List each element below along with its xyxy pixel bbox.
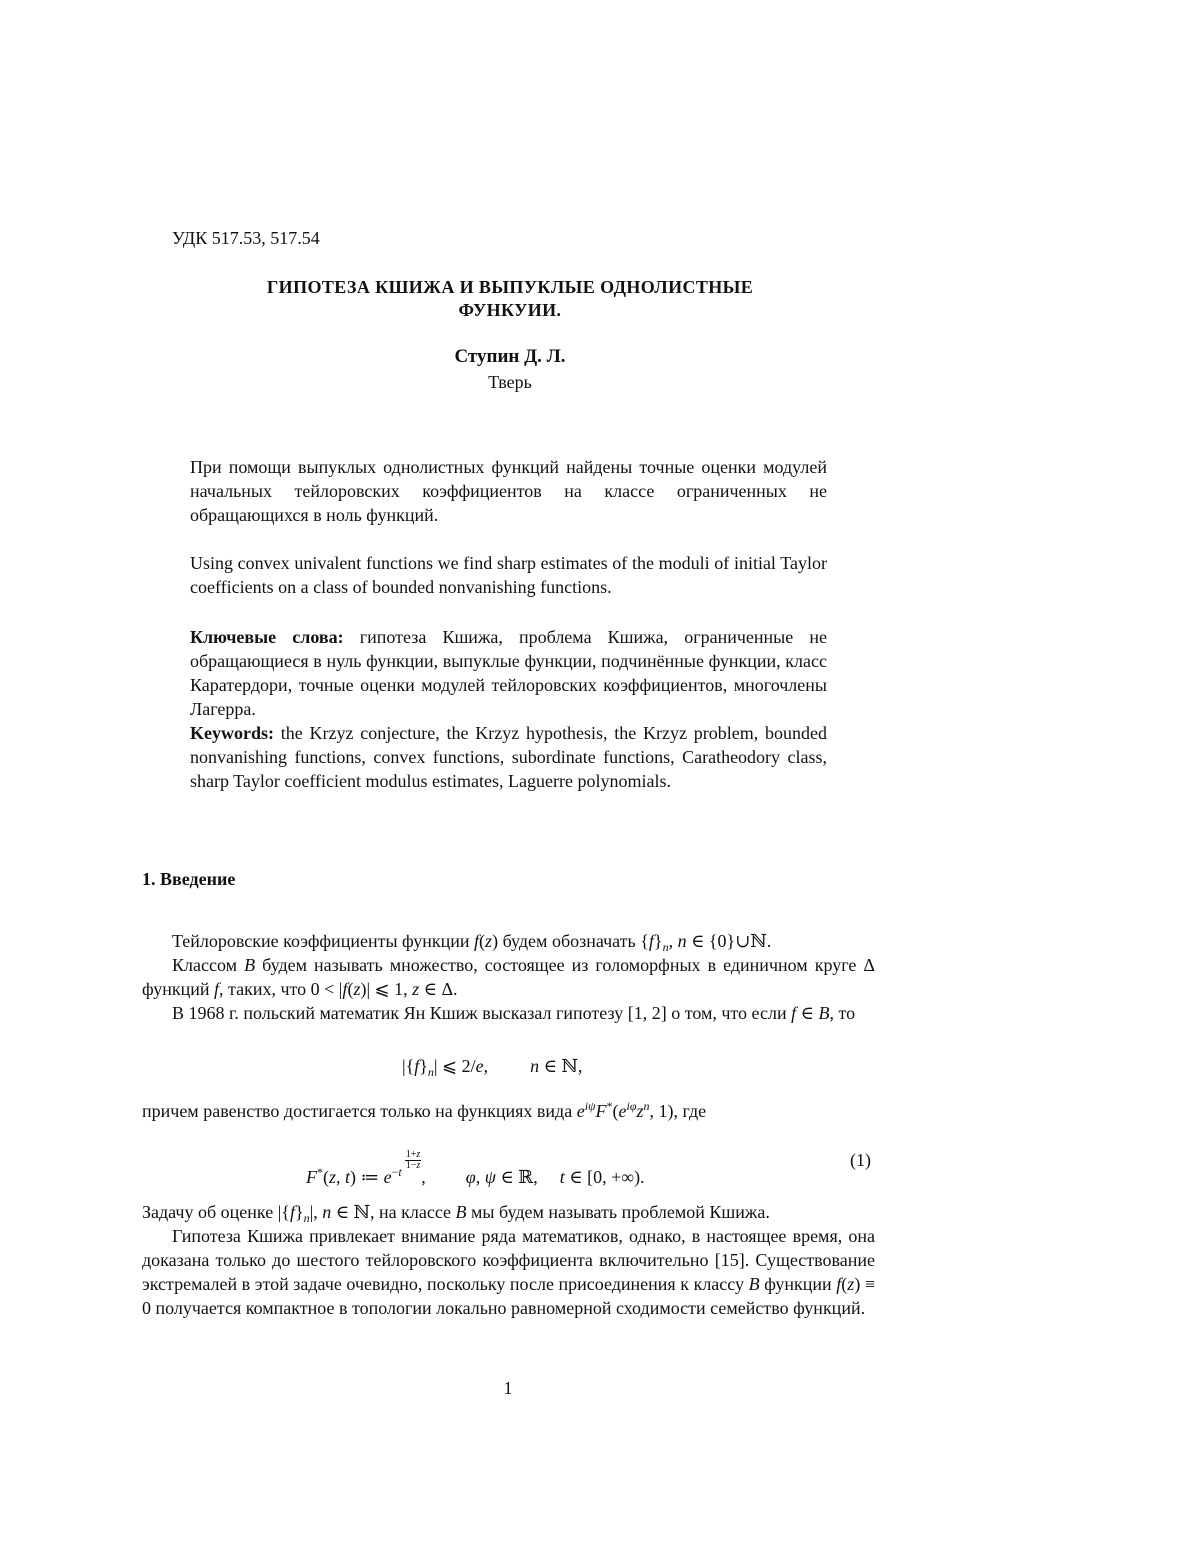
keywords-block [190,625,827,793]
paragraph-2: Классом B будем называть множество, состоящее из голоморфных в единичном круге Δ функций f, таких, что 0 < |f(z)| ⩽ 1, z ∈ Δ. [142,955,875,999]
keywords-ru-label: Ключевые слова: [190,627,344,647]
paragraph-6: Гипотеза Кшижа привлекает внимание ряда математиков, однако, в настоящее время, она доказана только до шестого тейлоровского коэффициента включительно [15]. Существование экстремалей в этой задаче очевидно, поскольку после присоединения к классу B функции f(z) ≡ 0 получается компактное в топологии локально равномерной сходимости семейство функций. [142,1226,876,1318]
keywords-en [190,721,827,793]
keywords-ru [190,625,827,721]
paper-title [160,276,860,322]
paragraph-4: причем равенство достигается только на функциях вида $e^{i\psi}F^*(e^{i\varphi}z^n$, 1), где [142,1099,707,1121]
keywords-en-label: Keywords: [190,723,274,743]
abstract-russian [190,455,827,527]
keywords-ru-text: гипотеза Кшижа, проблема Кшижа, ограниченные не обращающиеся в нуль функции, выпуклые функции, подчинённые функции, класс Каратердори, точные оценки модулей тейлоровских коэффициентов, многочлены Лагерра. [190,627,827,719]
title-line-2: ФУНКУИИ. [458,300,562,320]
paragraph-1: Тейлоровские коэффициенты функции f(z) будем обозначать $\{f\}_n$, n ∈ {0}∪ℕ. [172,931,772,954]
abstract-en-text: Using convex univalent functions we find sharp estimates of the moduli of initial Taylor coefficients on a class of bounded nonvanishing functions. [190,553,827,597]
author-name: Ступин Д. Л. [454,346,566,367]
abstract-ru-text: При помощи выпуклых однолистных функций найдены точные оценки модулей начальных тейлоровских коэффициентов на классе ограниченных не обращающихся в ноль функций. [190,457,827,525]
body-paragraphs-2 [142,1200,875,1320]
keywords-en-text: the Krzyz conjecture, the Krzyz hypothesis, the Krzyz problem, bounded nonvanishing functions, convex functions, subordinate functions, Caratheodory class, sharp Taylor coefficient modulus estimates, Laguerre polynomials. [190,723,828,791]
body-paragraph-4 [142,1099,875,1123]
equation-number: (1) [850,1150,871,1170]
title-line-1: ГИПОТЕЗА КШИЖА И ВЫПУКЛЫЕ ОДНОЛИСТНЫЕ [266,277,754,297]
equation-1: F*(z, t) ≔ $e^{-t \frac{1+z}{1-z}}$ , φ, ψ ∈ ℝ, t ∈ [0, +∞). [306,1149,645,1187]
section-heading: 1. Введение [142,869,236,889]
udk-code: УДК 517.53, 517.54 [172,228,320,248]
paragraph-5: Задачу об оценке $|\{f\}_n|$, n ∈ ℕ, на классе B мы будем называть проблемой Кшижа. [142,1202,770,1225]
author-city: Тверь [488,372,532,392]
paragraph-3: В 1968 г. польский математик Ян Кшиж высказал гипотезу [1, 2] о том, что если f ∈ B, то [172,1003,856,1023]
abstract-english [190,551,827,599]
page-number: 1 [503,1378,513,1398]
inequality-display: $|\{f\}_n|$ ⩽ 2/e, n ∈ ℕ, [402,1056,583,1079]
body-paragraphs-1 [142,929,875,1025]
